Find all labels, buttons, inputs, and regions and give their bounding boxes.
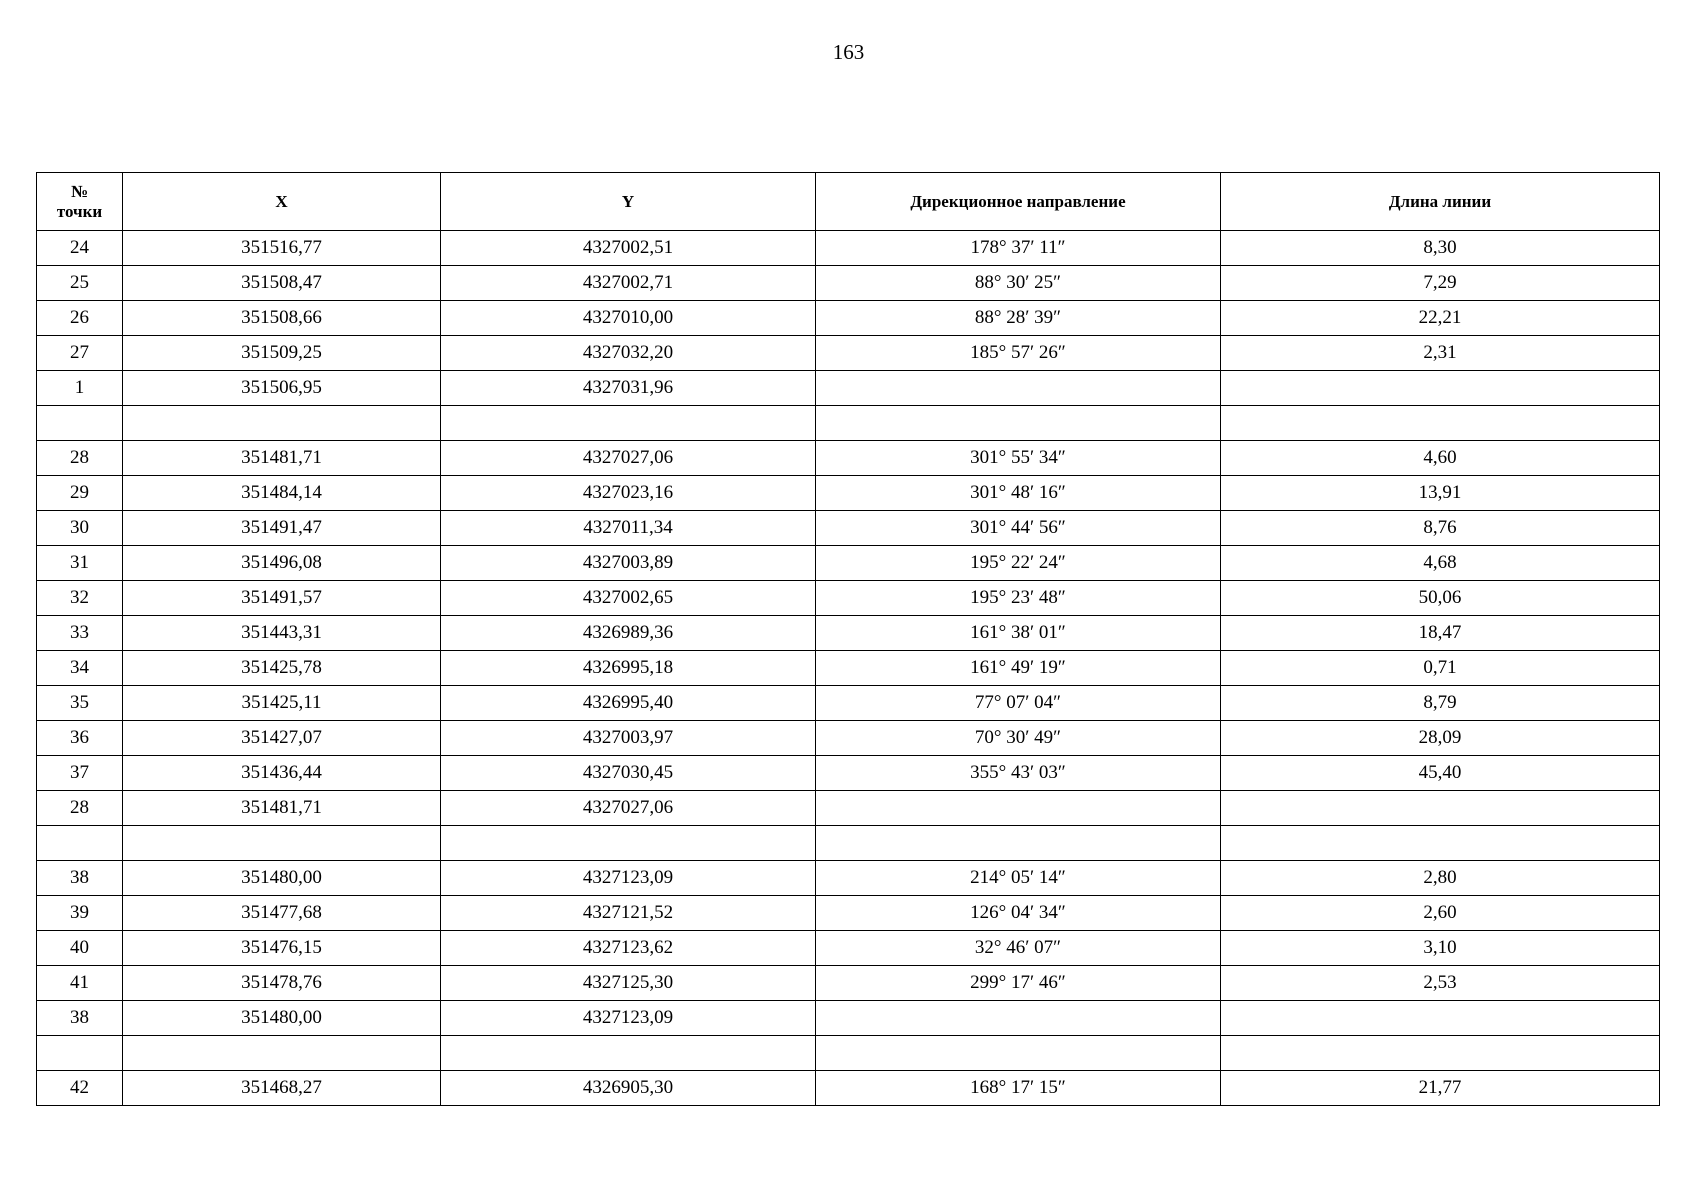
cell-bearing: 161° 38′ 01″ [816,616,1221,651]
table-row [37,756,1660,791]
cell-line-length: 2,80 [1221,861,1660,896]
cell-x: 351491,57 [123,581,441,616]
cell-point-number: 26 [37,301,123,336]
table-row [37,546,1660,581]
cell-bearing: 178° 37′ 11″ [816,231,1221,266]
cell-bearing: 88° 30′ 25″ [816,266,1221,301]
cell-point-number [37,406,123,441]
cell-line-length: 18,47 [1221,616,1660,651]
table-row [37,686,1660,721]
cell-point-number: 41 [37,966,123,1001]
cell-bearing: 299° 17′ 46″ [816,966,1221,1001]
table-row [37,441,1660,476]
cell-bearing: 77° 07′ 04″ [816,686,1221,721]
cell-line-length: 8,30 [1221,231,1660,266]
cell-y [441,1036,816,1071]
cell-line-length: 4,68 [1221,546,1660,581]
cell-y: 4327011,34 [441,511,816,546]
cell-point-number: 28 [37,791,123,826]
cell-bearing: 168° 17′ 15″ [816,1071,1221,1106]
cell-x: 351506,95 [123,371,441,406]
table-row [37,371,1660,406]
cell-line-length: 2,53 [1221,966,1660,1001]
table-row [37,336,1660,371]
coordinates-table [36,172,1660,1106]
cell-y: 4327003,97 [441,721,816,756]
cell-y: 4327121,52 [441,896,816,931]
cell-x [123,1036,441,1071]
cell-y: 4327002,71 [441,266,816,301]
cell-x [123,826,441,861]
header-x: X [123,173,441,231]
cell-y: 4327002,51 [441,231,816,266]
cell-line-length [1221,1036,1660,1071]
cell-point-number: 40 [37,931,123,966]
header-line-length: Длина линии [1221,173,1660,231]
cell-line-length: 22,21 [1221,301,1660,336]
cell-y: 4327123,62 [441,931,816,966]
cell-y: 4327003,89 [441,546,816,581]
cell-x: 351425,78 [123,651,441,686]
cell-bearing: 126° 04′ 34″ [816,896,1221,931]
cell-line-length: 2,31 [1221,336,1660,371]
cell-y: 4327010,00 [441,301,816,336]
cell-point-number [37,1036,123,1071]
cell-y [441,826,816,861]
cell-y: 4327123,09 [441,1001,816,1036]
cell-bearing: 301° 55′ 34″ [816,441,1221,476]
table-row [37,1071,1660,1106]
table-row [37,581,1660,616]
cell-bearing: 355° 43′ 03″ [816,756,1221,791]
cell-line-length [1221,791,1660,826]
cell-point-number [37,826,123,861]
cell-point-number: 25 [37,266,123,301]
cell-point-number: 32 [37,581,123,616]
cell-x: 351508,66 [123,301,441,336]
cell-point-number: 31 [37,546,123,581]
header-point-number-symbol: № [70,181,89,201]
cell-point-number: 37 [37,756,123,791]
cell-point-number: 35 [37,686,123,721]
cell-x: 351425,11 [123,686,441,721]
cell-x: 351516,77 [123,231,441,266]
cell-bearing: 185° 57′ 26″ [816,336,1221,371]
table-row [37,266,1660,301]
cell-line-length: 8,76 [1221,511,1660,546]
cell-line-length: 8,79 [1221,686,1660,721]
cell-line-length: 2,60 [1221,896,1660,931]
table-row [37,791,1660,826]
cell-bearing [816,826,1221,861]
cell-bearing [816,406,1221,441]
header-bearing: Дирекционное направление [816,173,1221,231]
table-row [37,826,1660,861]
cell-line-length: 4,60 [1221,441,1660,476]
header-point-number-label: точки [56,201,103,221]
cell-x: 351481,71 [123,791,441,826]
cell-point-number: 29 [37,476,123,511]
page-number: 163 [832,40,865,64]
header-point-number [37,173,123,231]
table-row [37,1036,1660,1071]
cell-point-number: 42 [37,1071,123,1106]
cell-x: 351478,76 [123,966,441,1001]
cell-point-number: 38 [37,1001,123,1036]
cell-y: 4327125,30 [441,966,816,1001]
cell-y: 4327027,06 [441,791,816,826]
cell-y: 4327023,16 [441,476,816,511]
cell-y: 4327031,96 [441,371,816,406]
cell-x [123,406,441,441]
cell-x: 351427,07 [123,721,441,756]
cell-y [441,406,816,441]
cell-line-length [1221,371,1660,406]
cell-line-length: 28,09 [1221,721,1660,756]
cell-bearing: 161° 49′ 19″ [816,651,1221,686]
header-y: Y [441,173,816,231]
cell-point-number: 30 [37,511,123,546]
table-row [37,896,1660,931]
cell-line-length [1221,826,1660,861]
table-row [37,1001,1660,1036]
table-row [37,406,1660,441]
table-row [37,966,1660,1001]
cell-point-number: 28 [37,441,123,476]
table-row [37,476,1660,511]
cell-bearing [816,1001,1221,1036]
cell-bearing: 32° 46′ 07″ [816,931,1221,966]
cell-bearing [816,1036,1221,1071]
cell-x: 351468,27 [123,1071,441,1106]
cell-line-length: 7,29 [1221,266,1660,301]
cell-line-length: 50,06 [1221,581,1660,616]
cell-y: 4326989,36 [441,616,816,651]
cell-line-length: 3,10 [1221,931,1660,966]
cell-bearing: 195° 22′ 24″ [816,546,1221,581]
cell-x: 351480,00 [123,1001,441,1036]
cell-point-number: 36 [37,721,123,756]
cell-y: 4327032,20 [441,336,816,371]
cell-point-number: 34 [37,651,123,686]
cell-y: 4326905,30 [441,1071,816,1106]
table-row [37,231,1660,266]
cell-bearing: 88° 28′ 39″ [816,301,1221,336]
table-row [37,931,1660,966]
cell-point-number: 39 [37,896,123,931]
cell-line-length [1221,406,1660,441]
cell-x: 351477,68 [123,896,441,931]
table-row [37,301,1660,336]
cell-bearing [816,371,1221,406]
table-row [37,511,1660,546]
cell-point-number: 38 [37,861,123,896]
cell-point-number: 33 [37,616,123,651]
cell-line-length: 45,40 [1221,756,1660,791]
cell-x: 351496,08 [123,546,441,581]
cell-x: 351443,31 [123,616,441,651]
cell-y: 4327123,09 [441,861,816,896]
cell-y: 4327002,65 [441,581,816,616]
cell-line-length: 21,77 [1221,1071,1660,1106]
cell-bearing [816,791,1221,826]
table-row [37,651,1660,686]
cell-bearing: 195° 23′ 48″ [816,581,1221,616]
cell-x: 351436,44 [123,756,441,791]
table-body [37,231,1660,1106]
cell-bearing: 214° 05′ 14″ [816,861,1221,896]
cell-x: 351480,00 [123,861,441,896]
cell-y: 4327030,45 [441,756,816,791]
cell-line-length [1221,1001,1660,1036]
cell-y: 4326995,18 [441,651,816,686]
table-row [37,861,1660,896]
cell-point-number: 27 [37,336,123,371]
table-row [37,721,1660,756]
cell-bearing: 301° 48′ 16″ [816,476,1221,511]
cell-bearing: 301° 44′ 56″ [816,511,1221,546]
table-header-row [37,173,1660,231]
cell-point-number: 1 [37,371,123,406]
cell-y: 4326995,40 [441,686,816,721]
cell-bearing: 70° 30′ 49″ [816,721,1221,756]
cell-y: 4327027,06 [441,441,816,476]
cell-x: 351481,71 [123,441,441,476]
cell-line-length: 13,91 [1221,476,1660,511]
cell-x: 351476,15 [123,931,441,966]
cell-x: 351508,47 [123,266,441,301]
table-row [37,616,1660,651]
cell-x: 351491,47 [123,511,441,546]
cell-x: 351484,14 [123,476,441,511]
cell-x: 351509,25 [123,336,441,371]
cell-line-length: 0,71 [1221,651,1660,686]
cell-point-number: 24 [37,231,123,266]
